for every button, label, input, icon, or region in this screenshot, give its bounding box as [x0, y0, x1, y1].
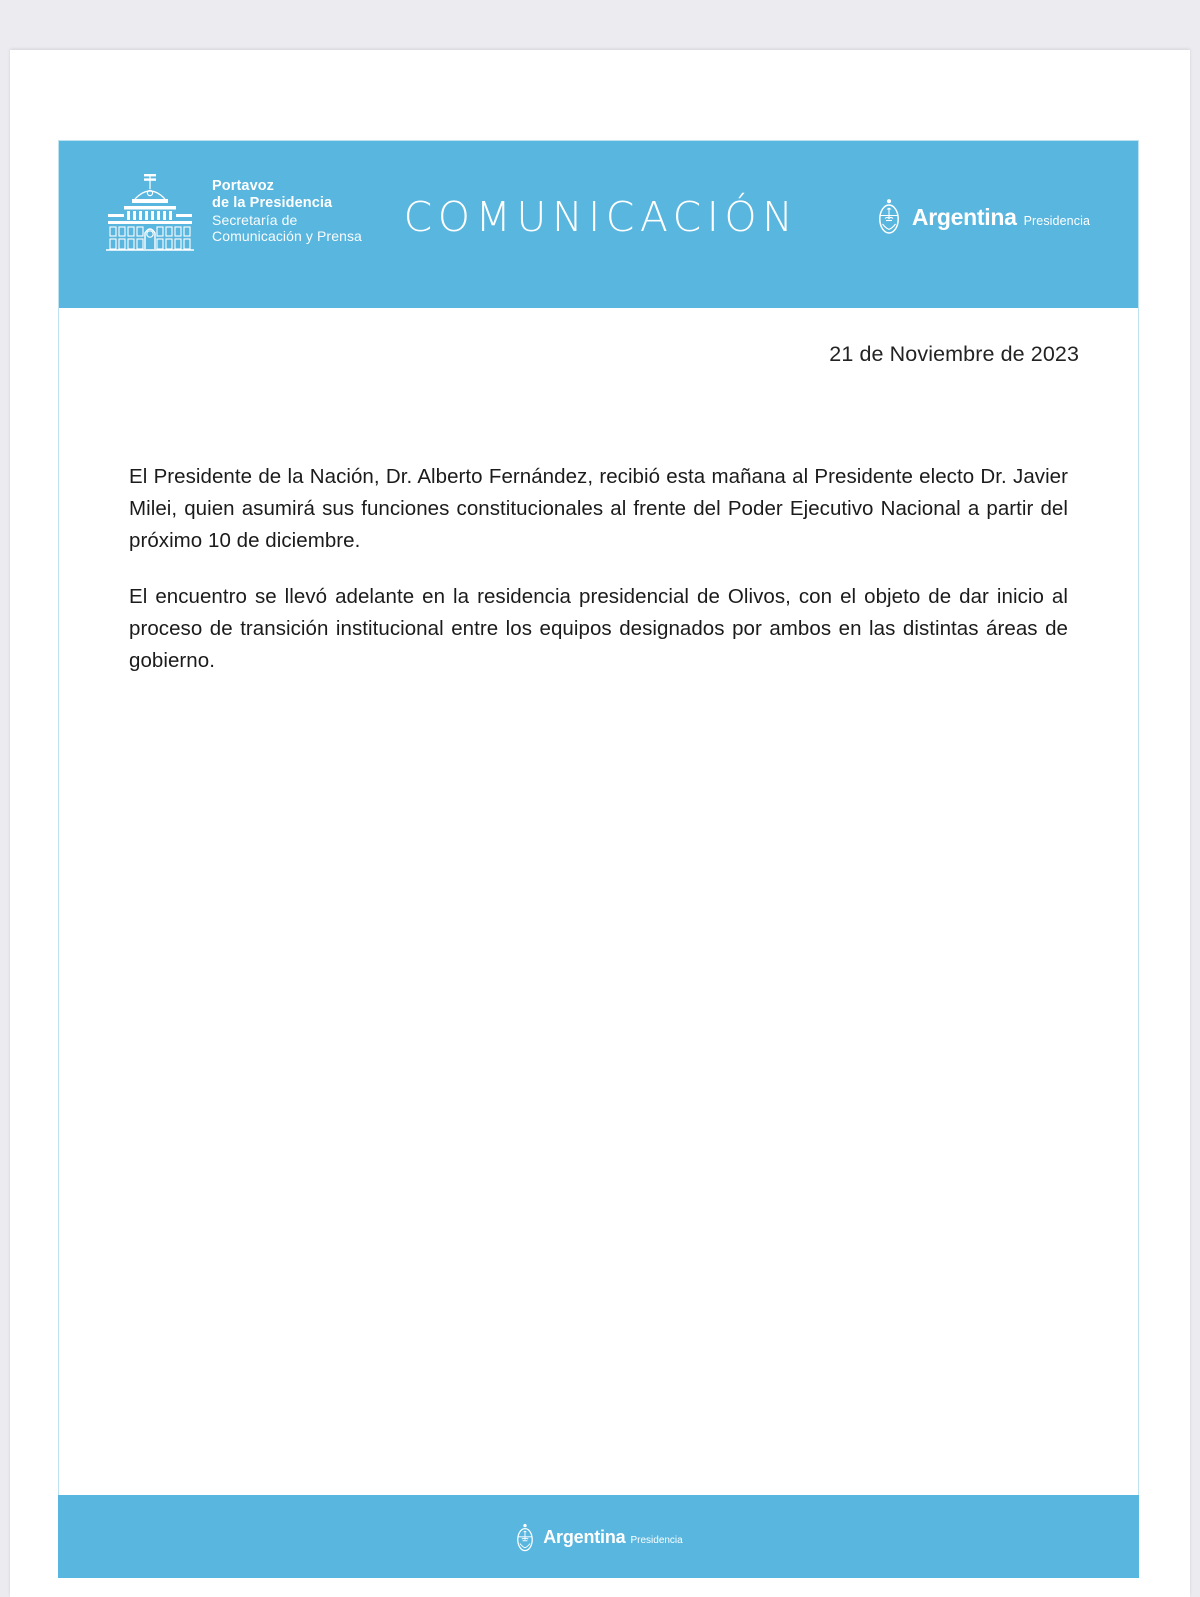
argentina-subtitle: Presidencia: [1023, 213, 1090, 228]
argentina-wordmark: [912, 204, 1090, 231]
argentina-shield-icon: [875, 198, 903, 236]
footer-argentina-wordmark: [543, 1527, 682, 1548]
document-body: [59, 308, 1138, 1498]
document-date: 21 de Noviembre de 2023: [829, 342, 1079, 366]
brand-line-comunicacion: Comunicación y Prensa: [212, 227, 362, 244]
paragraph-2: El encuentro se llevó adelante en la residencia presidencial de Olivos, con el objeto de dar inicio al proceso de transición institucional entre los equipos designados por ambos en las distintas áreas de gobierno.: [129, 585, 1068, 672]
argentina-presidencia-logo: [875, 198, 1090, 236]
document-footer: [58, 1495, 1139, 1578]
brand-line-secretaria: Secretaría de: [212, 211, 298, 228]
paragraph-1: El Presidente de la Nación, Dr. Alberto Fernández, recibió esta mañana al Presidente electo Dr. Javier Milei, quien asumirá sus funciones constitucionales al frente del Poder Ejecutivo Nacional a partir del próximo 10 de diciembre.: [129, 465, 1068, 552]
footer-argentina-logo: [514, 1523, 682, 1553]
viewer-page-sheet: [10, 50, 1190, 1597]
page-title: COMUNICACIÓN: [403, 193, 799, 241]
communication-document: [58, 140, 1139, 1578]
document-text: [118, 461, 1079, 677]
argentina-name: Argentina: [911, 203, 1017, 230]
argentina-shield-icon: [514, 1523, 536, 1553]
brand-line-portavoz: Portavoz: [212, 177, 275, 194]
footer-argentina-name: Argentina: [543, 1527, 626, 1547]
document-header: [59, 141, 1138, 308]
brand-line-presidencia: de la Presidencia: [212, 194, 333, 211]
footer-argentina-subtitle: Presidencia: [630, 1535, 683, 1546]
